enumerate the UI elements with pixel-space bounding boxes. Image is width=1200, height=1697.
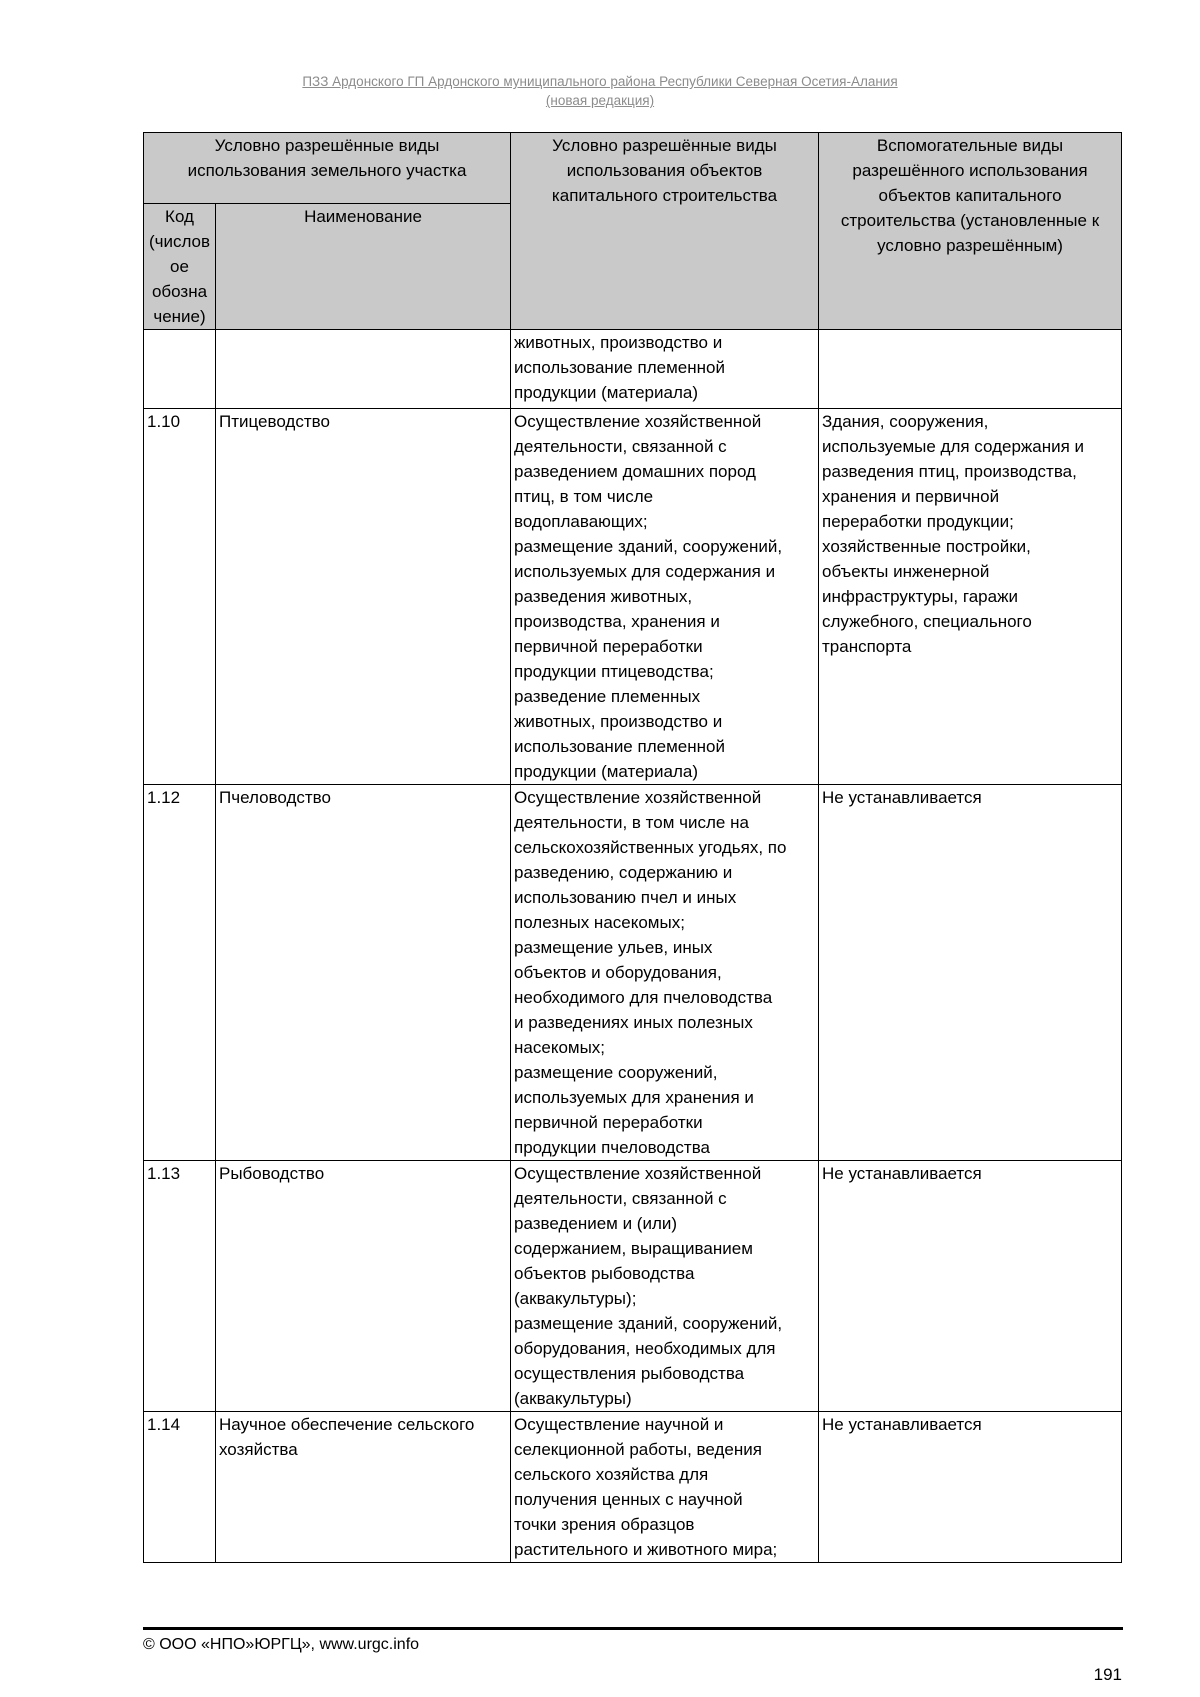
row-code: 1.10 xyxy=(144,409,216,785)
row-code: 1.13 xyxy=(144,1161,216,1412)
row-code xyxy=(144,330,216,409)
table-header-row-1 xyxy=(144,133,1122,204)
row-description: Осуществление хозяйственной деятельности, связанной с разведением домашних пород птиц, в том числе водоплавающих; размещение зданий, сооружений, используемых для содержания и разведения животных, производства, хранения и первичной переработки продукции птицеводства; разведение племенных животных, производство и использование племенной продукции (материала) xyxy=(511,409,819,785)
row-name: Птицеводство xyxy=(216,409,511,785)
footer-copyright: © ООО «НПО»ЮРГЦ», www.urgc.info xyxy=(143,1636,420,1653)
code-column-header: Код (числов ое обозна чение) xyxy=(144,204,216,330)
table-row xyxy=(144,409,1122,785)
row-auxiliary xyxy=(819,330,1122,409)
row-description: Осуществление хозяйственной деятельности, в том числе на сельскохозяйственных угодьях, по разведению, содержанию и использованию пчел и иных полезных насекомых; размещение ульев, иных объектов и оборудования, необходимого для пчеловодства и разведениях иных полезных насекомых; размещение сооружений, используемых для хранения и первичной переработки продукции пчеловодства xyxy=(511,785,819,1161)
row-name xyxy=(216,330,511,409)
footer-divider xyxy=(143,1627,1123,1630)
header-subtitle: (новая редакция) xyxy=(545,93,655,108)
table-row xyxy=(144,1161,1122,1412)
row-description: Осуществление научной и селекционной работы, ведения сельского хозяйства для получения ценных с научной точки зрения образцов растительного и животного мира; xyxy=(511,1412,819,1563)
page-number: 191 xyxy=(1093,1665,1122,1684)
row-code: 1.14 xyxy=(144,1412,216,1563)
land-use-table xyxy=(143,132,1122,1563)
row-name: Научное обеспечение сельского хозяйства xyxy=(216,1412,511,1563)
table-row xyxy=(144,330,1122,409)
header-title: ПЗЗ Ардонского ГП Ардонского муниципального района Республики Северная Осетия-Алания xyxy=(302,74,898,89)
row-auxiliary: Не устанавливается xyxy=(819,785,1122,1161)
table-row xyxy=(144,1412,1122,1563)
row-auxiliary: Не устанавливается xyxy=(819,1161,1122,1412)
capital-construction-uses-header: Условно разрешённые виды использования объектов капитального строительства xyxy=(511,133,819,330)
row-name: Рыбоводство xyxy=(216,1161,511,1412)
row-description: Осуществление хозяйственной деятельности, связанной с разведением и (или) содержанием, выращиванием объектов рыбоводства (аквакультуры); размещение зданий, сооружений, оборудования, необходимых для осуществления рыбоводства (аквакультуры) xyxy=(511,1161,819,1412)
document-header xyxy=(150,72,1050,110)
row-auxiliary: Здания, сооружения, используемые для содержания и разведения птиц, производства, хранения и первичной переработки продукции; хозяйственные постройки, объекты инженерной инфраструктуры, гаражи служебного, специального транспорта xyxy=(819,409,1122,785)
row-name: Пчеловодство xyxy=(216,785,511,1161)
name-column-header: Наименование xyxy=(216,204,511,330)
row-auxiliary: Не устанавливается xyxy=(819,1412,1122,1563)
row-description: животных, производство и использование племенной продукции (материала) xyxy=(511,330,819,409)
auxiliary-uses-header: Вспомогательные виды разрешённого использования объектов капитального строительства (установленные к условно разрешённым) xyxy=(819,133,1122,330)
row-code: 1.12 xyxy=(144,785,216,1161)
land-plot-uses-header: Условно разрешённые виды использования земельного участка xyxy=(144,133,511,204)
table-row xyxy=(144,785,1122,1161)
